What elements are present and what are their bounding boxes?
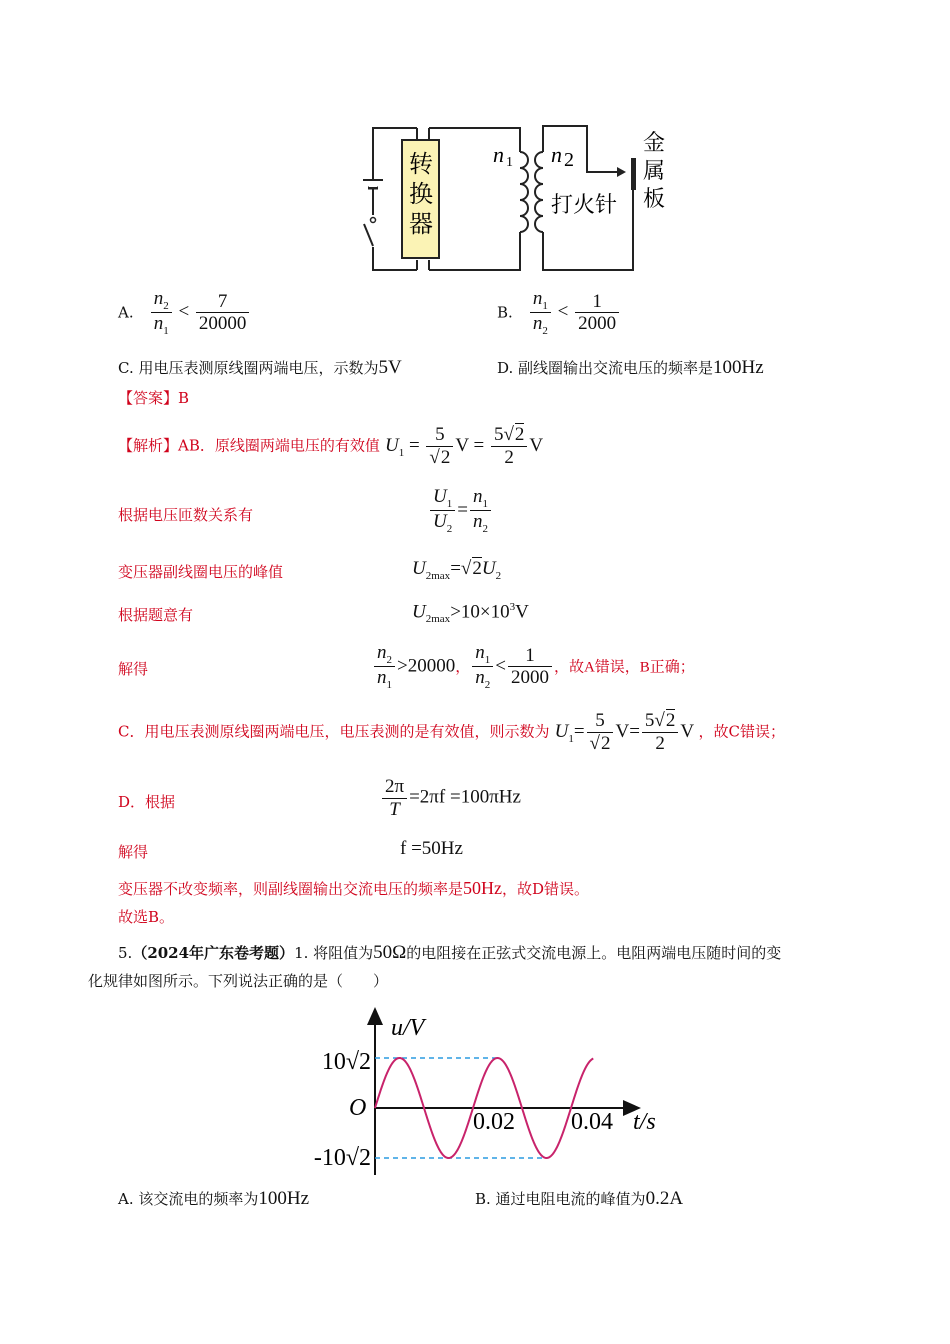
u1-sub: 1 bbox=[398, 446, 405, 459]
d-num: 2π bbox=[382, 776, 407, 799]
cond-exp: 3 bbox=[509, 601, 516, 613]
option-a-left-fraction bbox=[151, 288, 172, 338]
two-den: 2 bbox=[504, 446, 514, 468]
analysis-final: 故选B。 bbox=[118, 908, 175, 926]
cond-u: U bbox=[412, 601, 426, 623]
ratio-u2: U bbox=[433, 511, 447, 533]
voltage-time-graph bbox=[295, 1005, 675, 1185]
ratio-n2: n bbox=[472, 511, 483, 533]
c-two: 2 bbox=[655, 732, 665, 754]
primary-coil bbox=[520, 152, 528, 232]
option-b bbox=[497, 288, 621, 338]
primary-turns-sub: 1 bbox=[506, 155, 513, 170]
five-num-2: 5 bbox=[493, 424, 504, 445]
y-tick-min: -10√2 bbox=[313, 1145, 371, 1171]
a-rnum: 7 bbox=[196, 291, 250, 314]
b-den-sub: 2 bbox=[542, 325, 548, 338]
q5-option-b bbox=[475, 1188, 683, 1210]
cond-unit: V bbox=[515, 601, 529, 623]
peak-u-sub: 2max bbox=[425, 569, 451, 582]
solve-n2-sub: 2 bbox=[386, 653, 392, 666]
analysis-d-conclusion bbox=[118, 878, 589, 899]
peak-u2: U bbox=[481, 558, 496, 579]
q5-resistance: 50Ω bbox=[373, 942, 407, 963]
b-rnum: 1 bbox=[575, 291, 619, 314]
option-b-label: B. bbox=[497, 303, 513, 322]
c-u1: U bbox=[554, 720, 569, 742]
solve-comma: ， bbox=[455, 659, 471, 676]
solve-tail: ，故A错误，B正确； bbox=[553, 659, 695, 676]
ratio-n1-sub: 1 bbox=[482, 497, 488, 510]
secondary-turns-sub: 2 bbox=[564, 149, 574, 171]
q5-option-b-text: B. 通过电阻电流的峰值为 bbox=[475, 1190, 646, 1208]
plate-label-2: 属 bbox=[643, 158, 666, 183]
analysis-line-2-text: 根据电压匝数关系有 bbox=[118, 506, 254, 524]
option-a-right-fraction bbox=[196, 291, 250, 336]
cond-u-sub: 2max bbox=[425, 613, 451, 626]
d-rhs: =2πf =100πHz bbox=[409, 786, 521, 808]
converter-label-2: 换 bbox=[409, 182, 433, 208]
b-rden: 2000 bbox=[578, 313, 617, 335]
converter-label-1: 转 bbox=[409, 152, 433, 178]
c-v-2: V bbox=[680, 720, 694, 742]
option-d-value: 100Hz bbox=[713, 357, 764, 378]
igniter-arrow bbox=[617, 167, 626, 177]
ratio-u1: U bbox=[433, 486, 447, 507]
option-c-value: 5V bbox=[378, 357, 402, 378]
analysis-line-5-text: 解得 bbox=[118, 660, 149, 678]
q5-number: 5. bbox=[118, 944, 133, 962]
analysis-c-line: C．用电压表测原线圈两端电压，电压表测的是有效值，则示数为 $U_1=$ $\frac{5}{√2}$ V= $\frac{5√2}{2}$ V ，故C错误； bbox=[118, 710, 785, 754]
b-num: n bbox=[532, 288, 543, 309]
question-5-line-2: 化规律如图所示。下列说法正确的是（ ） bbox=[88, 972, 389, 990]
d-conc-text: 变压器不改变频率，则副线圈输出交流电压的频率是 bbox=[118, 880, 464, 898]
circuit-wire-left bbox=[373, 128, 402, 270]
condition-formula bbox=[412, 601, 529, 625]
d-conc-val: 50Hz bbox=[463, 878, 503, 898]
converter-label-3: 器 bbox=[409, 212, 433, 238]
sqrt2-num: 2 bbox=[514, 424, 525, 445]
solve-n2b-sub: 2 bbox=[484, 679, 491, 692]
analysis-l1-text: 【解析】AB．原线圈两端电压的有效值 bbox=[118, 436, 380, 455]
analysis-c-tail: ，故C错误； bbox=[698, 722, 785, 741]
c-five: 5 bbox=[587, 710, 614, 733]
five-sqrt2-over-two: $\frac{5√2}{2}$ bbox=[491, 424, 527, 469]
d-solve-formula: f =50Hz bbox=[400, 838, 463, 859]
transformer-circuit-diagram bbox=[355, 120, 675, 280]
switch-contact bbox=[371, 218, 376, 223]
x-axis-label: t/s bbox=[633, 1109, 656, 1135]
peak-u: U bbox=[412, 558, 426, 579]
igniter-label: 打火针 bbox=[551, 192, 618, 217]
solve-n1b-sub: 1 bbox=[484, 653, 491, 666]
c-sqrt2-2: 2 bbox=[665, 710, 676, 731]
u1-symbol: U bbox=[384, 434, 399, 456]
b-den: n bbox=[532, 313, 543, 335]
sqrt2-den: 2 bbox=[440, 446, 451, 468]
five-over-sqrt2: $\frac{5}{√2}$ bbox=[426, 424, 453, 469]
eq-1: = bbox=[408, 434, 420, 456]
solve-formula bbox=[372, 642, 695, 692]
plate-label-3: 板 bbox=[643, 186, 666, 211]
peak-sqrt2: 2 bbox=[472, 558, 482, 579]
d-formula bbox=[380, 776, 521, 821]
q5-option-a-text: A. 该交流电的频率为 bbox=[118, 1190, 259, 1208]
ratio-formula bbox=[428, 486, 493, 536]
option-a-operator: < bbox=[178, 301, 190, 323]
analysis-line-1 bbox=[118, 424, 543, 469]
a-num: n bbox=[153, 288, 164, 309]
b-num-sub: 1 bbox=[542, 299, 548, 312]
peak-eq: = bbox=[450, 558, 461, 579]
ratio-n2-sub: 2 bbox=[482, 523, 488, 536]
q5-source: （2024年广东卷考题） bbox=[132, 944, 295, 962]
q5-option-a-value: 100Hz bbox=[258, 1188, 310, 1209]
analysis-line-4-text: 根据题意有 bbox=[118, 606, 194, 624]
y-tick-max: 10√2 bbox=[321, 1049, 371, 1075]
ratio-u1-sub: 1 bbox=[446, 497, 453, 510]
d-den: T bbox=[389, 798, 400, 820]
metal-plate bbox=[631, 158, 636, 190]
unit-v-1: V bbox=[455, 434, 469, 456]
solve-lt: < bbox=[495, 655, 506, 677]
ratio-u2-sub: 2 bbox=[446, 523, 453, 536]
q5-option-b-value: 0.2A bbox=[645, 1188, 684, 1209]
secondary-turns-label: n bbox=[551, 142, 562, 167]
c-eq-2: = bbox=[629, 720, 640, 742]
c-v-1: V bbox=[615, 720, 630, 742]
option-b-left-fraction bbox=[530, 288, 551, 338]
option-b-operator: < bbox=[557, 301, 569, 323]
secondary-coil bbox=[535, 152, 543, 232]
solve-one: 1 bbox=[508, 645, 552, 668]
peak-formula: $U_{2max}=√2U_2$ bbox=[412, 558, 502, 582]
option-a bbox=[118, 288, 251, 338]
c-u1-sub: 1 bbox=[568, 732, 574, 745]
five-num: 5 bbox=[426, 424, 453, 447]
x-tick-004: 0.04 bbox=[571, 1109, 613, 1135]
option-b-right-fraction bbox=[575, 291, 619, 336]
d-conc-tail: ，故D错误。 bbox=[502, 880, 590, 898]
circuit-wire-primary bbox=[429, 128, 520, 152]
plate-label-1: 金 bbox=[643, 130, 666, 155]
option-d bbox=[497, 358, 764, 377]
a-den-sub: 1 bbox=[163, 325, 169, 338]
solve-n1b: n bbox=[475, 642, 485, 663]
solve-n2: n bbox=[377, 642, 387, 663]
option-d-text: D. 副线圈输出交流电压的频率是 bbox=[497, 359, 714, 377]
cond-rhs: >10×10 bbox=[450, 601, 510, 623]
eq-2: = bbox=[473, 434, 485, 456]
option-a-label: A. bbox=[118, 303, 134, 322]
analysis-line-3-text: 变压器副线圈电压的峰值 bbox=[118, 563, 284, 581]
origin-label: O bbox=[349, 1095, 367, 1121]
y-axis-label: u/V bbox=[391, 1015, 425, 1041]
c-five-2: 5 bbox=[644, 710, 655, 731]
option-c bbox=[118, 358, 402, 377]
c-eq-1: = bbox=[573, 720, 585, 742]
primary-turns-label: n bbox=[493, 142, 504, 167]
solve-val1: >20000 bbox=[397, 655, 456, 677]
peak-u2-sub: 2 bbox=[495, 569, 502, 582]
option-c-text: C. 用电压表测原线圈两端电压，示数为 bbox=[118, 359, 379, 377]
analysis-d-text: D．根据 bbox=[118, 793, 176, 811]
unit-v-2: V bbox=[529, 434, 544, 456]
solve-den: 2000 bbox=[510, 667, 549, 689]
a-num-sub: 2 bbox=[163, 299, 169, 312]
answer-label: 【答案】B bbox=[118, 389, 190, 407]
a-den: n bbox=[153, 313, 164, 335]
question-5-line-1 bbox=[118, 942, 781, 964]
ratio-eq: = bbox=[457, 499, 468, 521]
solve-n1: n bbox=[377, 667, 387, 689]
q5-text2: 的电阻接在正弦式交流电源上。电阻两端电压随时间的变 bbox=[406, 944, 782, 962]
analysis-c-text: C．用电压表测原线圈两端电压，电压表测的是有效值，则示数为 bbox=[118, 722, 550, 741]
q5-text1: 1. 将阻值为 bbox=[294, 944, 374, 962]
analysis-d-solve-text: 解得 bbox=[118, 843, 149, 861]
solve-n2b: n bbox=[475, 667, 485, 689]
x-tick-002: 0.02 bbox=[473, 1109, 515, 1135]
solve-n1-sub: 1 bbox=[386, 679, 392, 692]
c-sqrt2: 2 bbox=[600, 732, 611, 754]
ratio-n1: n bbox=[472, 486, 483, 507]
q5-option-a bbox=[118, 1188, 309, 1210]
a-rden: 20000 bbox=[198, 313, 247, 335]
